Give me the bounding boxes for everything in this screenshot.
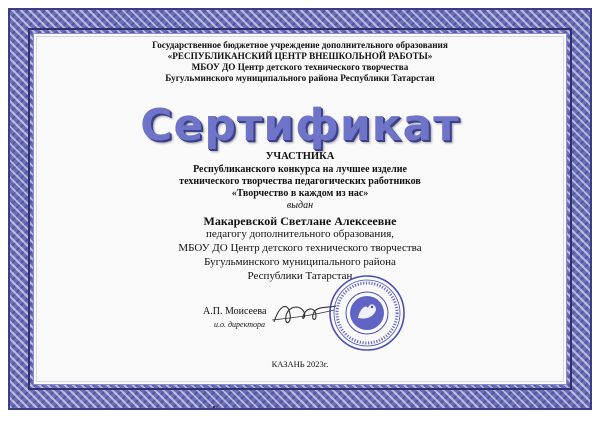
official-seal-icon <box>328 274 406 352</box>
recipient-name: Макаревской Светлане Алексеевне <box>203 214 397 228</box>
org-line-3: МБОУ ДО Центр детского технического творчества <box>191 62 409 72</box>
contest-line-3: «Творчество в каждом из нас» <box>231 188 369 199</box>
org-line-1: Государственное бюджетное учреждение дополнительного образования <box>152 40 448 50</box>
signatory-position: и.о. директора <box>214 320 266 329</box>
certificate-title: Сертификат <box>140 100 460 151</box>
recipient-line-2: МБОУ ДО Центр детского технического творчества <box>178 242 422 254</box>
org-line-2: «РЕСПУБЛИКАНСКИЙ ЦЕНТР ВНЕШКОЛЬНОЙ РАБОТЫ» <box>167 51 433 61</box>
recipient-line-3: Бугульминского муниципального района <box>204 256 396 268</box>
city-year: КАЗАНЬ 2023г. <box>271 359 329 369</box>
award-status: УЧАСТНИКА <box>265 151 335 162</box>
org-line-4: Бугульминского муниципального района Республики Татарстан <box>165 73 435 83</box>
contest-line-2: технического творчества педагогических работников <box>179 176 421 187</box>
signatory-name: А.П. Моисеева <box>203 306 267 317</box>
recipient-line-1: педагогу дополнительного образования, <box>205 228 395 240</box>
stray-dot <box>213 406 215 408</box>
issued-label: выдан <box>286 200 314 211</box>
recipient-line-4: Республики Татарстан <box>247 270 353 282</box>
contest-line-1: Республиканского конкурса на лучшее изделие <box>193 164 407 175</box>
